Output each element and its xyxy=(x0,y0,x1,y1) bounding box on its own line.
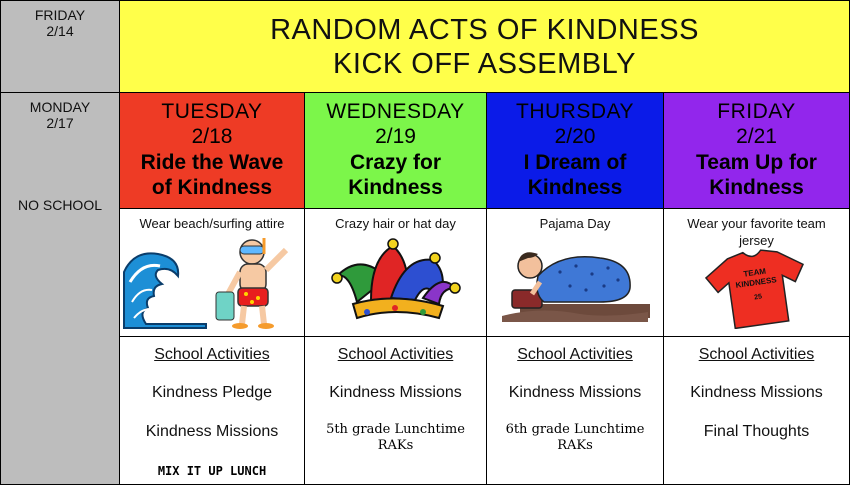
friday-activity-2: Final Thoughts xyxy=(703,423,810,440)
friday-kickoff-day: FRIDAY xyxy=(34,7,86,23)
tuesday-header xyxy=(119,92,305,209)
no-school-note: NO SCHOOL xyxy=(17,197,102,213)
wednesday-activity-1: Kindness Missions xyxy=(329,384,462,401)
friday-day: FRIDAY xyxy=(717,100,796,123)
wednesday-day: WEDNESDAY xyxy=(326,100,465,123)
thursday-date: 2/20 xyxy=(554,125,596,148)
jester-hat-icon xyxy=(331,232,461,322)
wednesday-attire: Crazy hair or hat day xyxy=(335,216,456,231)
tuesday-attire-cell xyxy=(119,208,305,337)
thursday-attire-cell xyxy=(486,208,664,337)
tuesday-day: TUESDAY xyxy=(161,100,263,123)
thursday-activities-cell xyxy=(486,336,664,485)
wednesday-theme-line2: Kindness xyxy=(348,176,443,199)
wednesday-attire-cell xyxy=(304,208,487,337)
jersey-number: 25 xyxy=(753,293,763,302)
thursday-theme-line1: I Dream of xyxy=(523,151,627,174)
friday-kickoff-date-cell xyxy=(0,0,120,93)
team-jersey-icon xyxy=(702,249,812,329)
friday-activities-heading: School Activities xyxy=(698,346,815,363)
friday-kickoff-date: 2/14 xyxy=(46,23,74,39)
monday-day: MONDAY xyxy=(29,99,91,115)
friday-activity-1: Kindness Missions xyxy=(690,384,823,401)
thursday-activity-1: Kindness Missions xyxy=(508,384,642,401)
wednesday-activities-heading: School Activities xyxy=(337,346,454,363)
tuesday-activities-heading: School Activities xyxy=(154,346,270,363)
friday-activities-cell xyxy=(663,336,850,485)
thursday-attire: Pajama Day xyxy=(539,216,611,231)
wednesday-activity-2: 5th grade Lunchtime xyxy=(326,422,465,437)
jersey-text-team: TEAM xyxy=(742,266,767,279)
wednesday-theme-line1: Crazy for xyxy=(349,151,442,174)
thursday-activity-3: RAKs xyxy=(557,438,593,453)
tuesday-activity-2: Kindness Missions xyxy=(145,423,279,440)
tuesday-attire: Wear beach/surfing attire xyxy=(139,216,285,231)
tuesday-theme-line1: Ride the Wave xyxy=(140,151,284,174)
tuesday-theme-line2: of Kindness xyxy=(151,176,273,199)
tuesday-date: 2/18 xyxy=(191,125,233,148)
friday-attire-cell xyxy=(663,208,850,337)
monday-column xyxy=(0,92,120,485)
friday-theme-line2: Kindness xyxy=(709,176,804,199)
tuesday-activity-1: Kindness Pledge xyxy=(151,384,273,401)
banner-title-line2: KICK OFF ASSEMBLY xyxy=(333,47,636,80)
jersey-text-kindness: KINDNESS xyxy=(734,275,777,290)
thursday-activity-2: 6th grade Lunchtime xyxy=(505,422,645,437)
friday-theme-line1: Team Up for xyxy=(696,151,817,174)
thursday-activities-heading: School Activities xyxy=(517,346,633,363)
monday-date: 2/17 xyxy=(46,115,74,131)
wednesday-date: 2/19 xyxy=(375,125,416,148)
sleeping-person-icon xyxy=(500,232,650,322)
tuesday-activity-3: MIX IT UP LUNCH xyxy=(157,464,267,478)
kickoff-banner xyxy=(119,0,850,93)
thursday-day: THURSDAY xyxy=(516,100,634,123)
wednesday-activity-3: RAKs xyxy=(377,438,414,453)
surfer-wave-icon xyxy=(122,232,302,332)
banner-title-line1: RANDOM ACTS OF KINDNESS xyxy=(270,13,699,46)
friday-date: 2/21 xyxy=(736,125,777,148)
wednesday-activities-cell xyxy=(304,336,487,485)
friday-header xyxy=(663,92,850,209)
friday-attire: Wear your favorite team jersey xyxy=(687,216,826,248)
thursday-header xyxy=(486,92,664,209)
thursday-theme-line2: Kindness xyxy=(527,176,623,199)
wednesday-header xyxy=(304,92,487,209)
tuesday-activities-cell xyxy=(119,336,305,485)
